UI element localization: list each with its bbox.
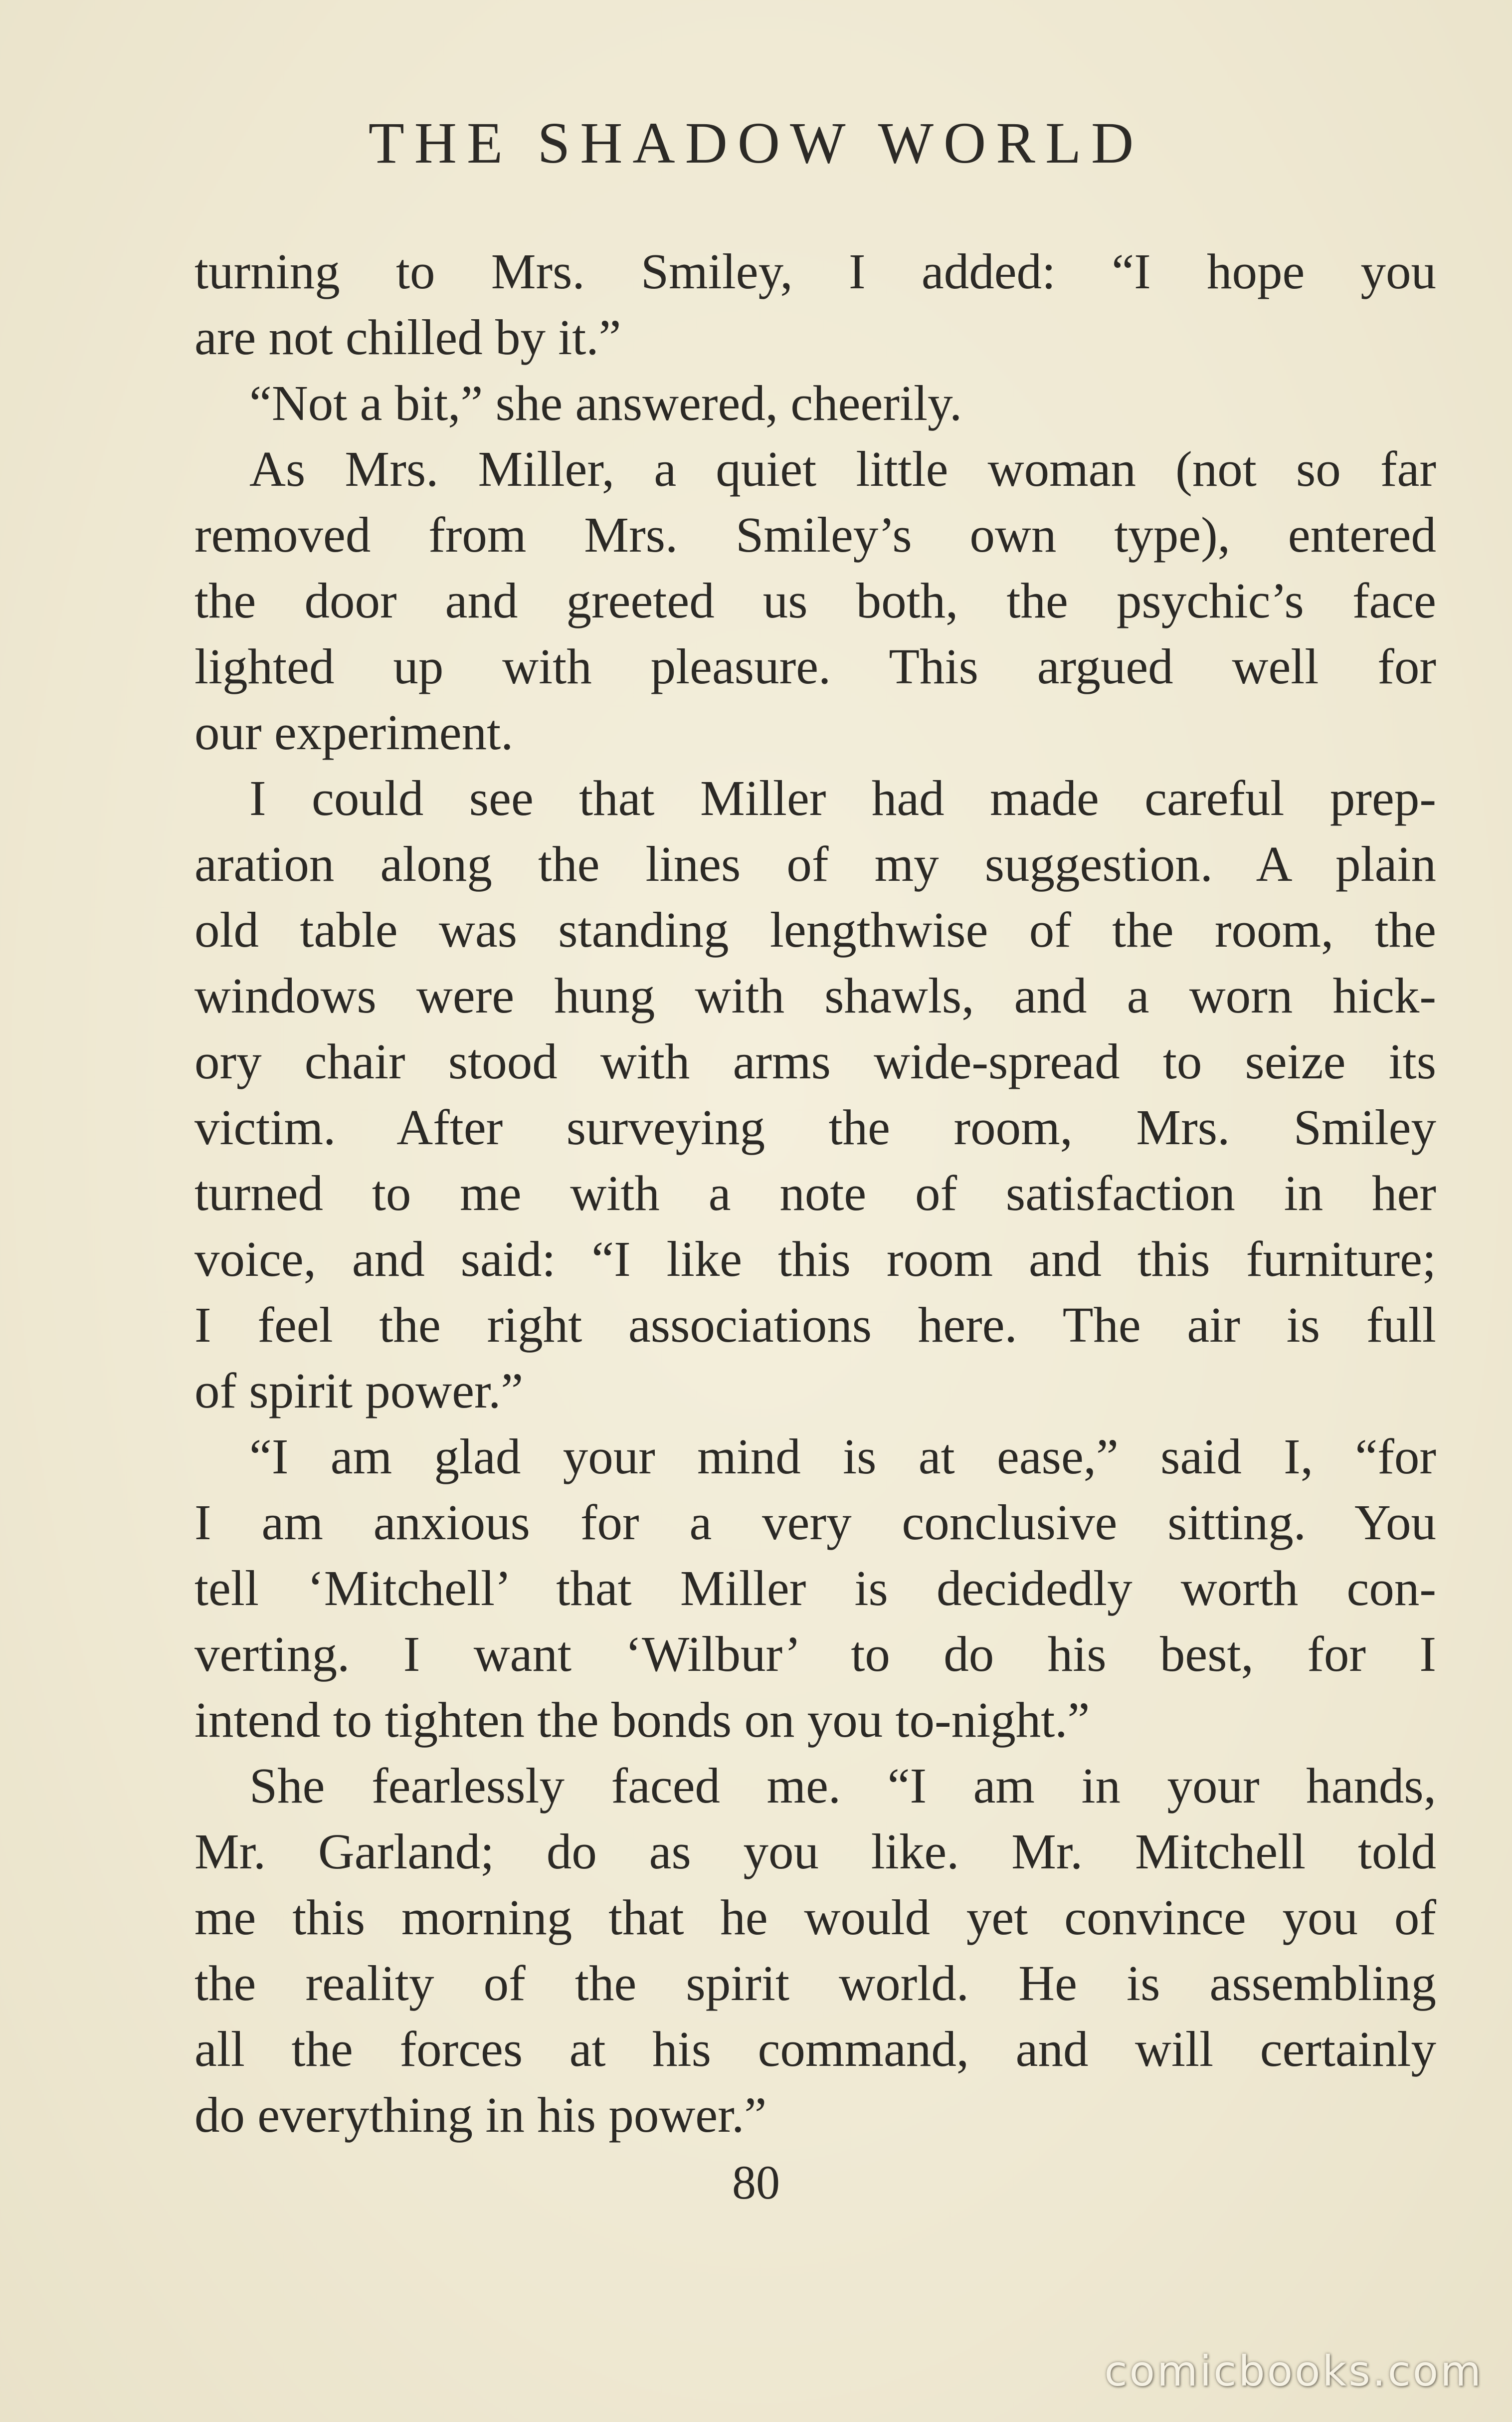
text-line: verting. I want ‘Wilbur’ to do his best, for I [194, 1626, 1436, 1682]
text-line: aration along the lines of my suggestion. A plain [194, 836, 1436, 892]
text-line: tell ‘Mitchell’ that Miller is decidedly worth con- [194, 1560, 1436, 1616]
text-line: She fearlessly faced me. “I am in your hands, [249, 1758, 1436, 1814]
running-head: THE SHADOW WORLD [368, 110, 1144, 176]
text-line: windows were hung with shawls, and a worn hick- [194, 968, 1436, 1023]
text-line: our experiment. [194, 704, 514, 760]
page-number: 80 [732, 2156, 780, 2209]
text-line: do everything in his power.” [194, 2087, 767, 2143]
text-line: I could see that Miller had made careful prep- [249, 770, 1436, 826]
text-line: As Mrs. Miller, a quiet little woman (not so far [249, 441, 1436, 497]
body-text [194, 238, 1436, 2148]
text-line: me this morning that he would yet convince you of [194, 1889, 1436, 1945]
text-line: the reality of the spirit world. He is assembling [194, 1955, 1436, 2011]
text-line: “Not a bit,” she answered, cheerily. [249, 375, 962, 431]
text-line: are not chilled by it.” [194, 309, 621, 365]
text-line: all the forces at his command, and will certainly [194, 2021, 1436, 2077]
text-line: turning to Mrs. Smiley, I added: “I hope you [194, 243, 1436, 299]
text-line: lighted up with pleasure. This argued well for [194, 638, 1436, 694]
text-line: victim. After surveying the room, Mrs. Smiley [194, 1099, 1436, 1155]
text-line: old table was standing lengthwise of the room, the [194, 902, 1436, 958]
text-line: removed from Mrs. Smiley’s own type), entered [194, 507, 1436, 563]
text-line: the door and greeted us both, the psychic’s face [194, 573, 1436, 628]
text-line: I feel the right associations here. The air is full [194, 1297, 1436, 1353]
text-line: turned to me with a note of satisfaction in her [194, 1165, 1436, 1221]
watermark: comicbooks.com [1104, 2347, 1483, 2396]
text-line: voice, and said: “I like this room and this furniture; [194, 1231, 1436, 1287]
text-line: Mr. Garland; do as you like. Mr. Mitchell told [194, 1823, 1436, 1879]
text-line: I am anxious for a very conclusive sitting. You [194, 1494, 1436, 1550]
text-line: ory chair stood with arms wide-spread to seize its [194, 1033, 1436, 1089]
text-line: intend to tighten the bonds on you to-night.” [194, 1692, 1090, 1748]
text-line: of spirit power.” [194, 1363, 524, 1418]
text-line: “I am glad your mind is at ease,” said I, “for [249, 1428, 1436, 1484]
